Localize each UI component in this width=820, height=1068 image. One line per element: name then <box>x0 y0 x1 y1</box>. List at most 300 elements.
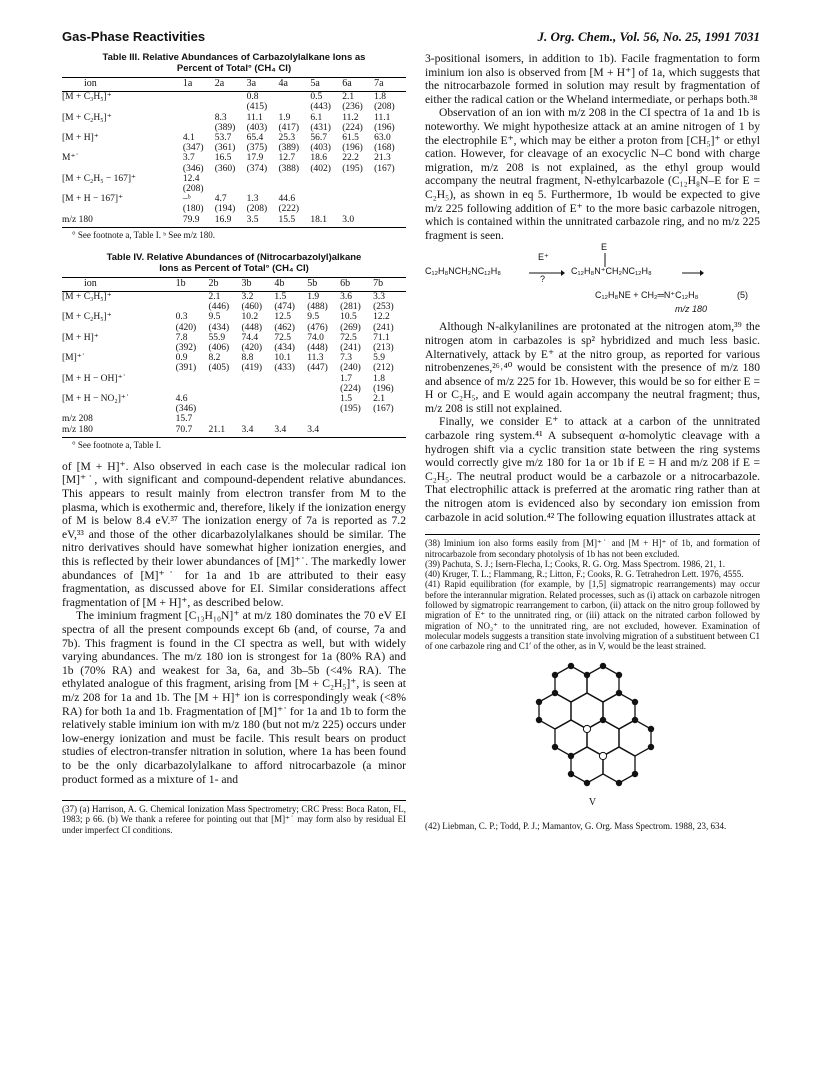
table-cell: (488) <box>307 302 328 313</box>
table-cell: 3.6 <box>340 292 353 303</box>
table-cell: 8.2 <box>208 353 221 364</box>
table-cell: 70.7 <box>176 425 209 438</box>
table-row <box>62 374 406 384</box>
table-row <box>62 323 406 333</box>
table-row <box>62 143 406 153</box>
table-cell: 4.1 <box>182 133 195 144</box>
row-label <box>62 363 176 373</box>
table-row <box>62 174 406 184</box>
table-cell <box>209 374 242 384</box>
table-row <box>62 194 406 204</box>
table-cell: 56.7 <box>310 133 327 144</box>
table-cell: (420) <box>241 343 263 354</box>
table-cell <box>183 113 215 123</box>
table-cell <box>274 404 307 414</box>
table-cell <box>247 174 279 184</box>
table-cell <box>176 302 209 312</box>
table-row <box>62 363 406 373</box>
table-row <box>62 333 406 343</box>
row-label <box>62 143 183 153</box>
table-cell: (417) <box>278 122 300 133</box>
eq-arrow-icon <box>682 269 704 277</box>
table-cell: 0.3 <box>175 312 188 323</box>
table-iv-col-header: 3b <box>241 277 274 291</box>
footnote-42: (42) Liebman, C. P.; Todd, P. J.; Mamantov, G. Org. Mass Spectrom. 1988, 23, 634. <box>425 821 727 832</box>
table-row <box>62 312 406 322</box>
table-cell: 65.4 <box>246 133 264 144</box>
table-iv-col-header: 5b <box>307 277 340 291</box>
table-row <box>62 394 406 404</box>
table-cell: 74.4 <box>241 332 259 343</box>
table-cell <box>215 102 247 112</box>
table-cell: (195) <box>340 404 361 415</box>
table-cell <box>373 414 406 424</box>
eq-products: C₁₂H₈NE + CH₂═N⁺C₁₂H₈ <box>595 290 699 301</box>
table-cell: 7.8 <box>175 332 188 343</box>
table-cell: (196) <box>342 143 363 154</box>
table-row <box>62 102 406 112</box>
table-cell: 4.6 <box>175 394 188 405</box>
eq-arrow-top: E⁺ <box>538 252 549 263</box>
table-cell: 3.7 <box>182 153 195 164</box>
equation-5 <box>425 242 760 320</box>
body-paragraph: Finally, we consider E⁺ to attack at a carbon of the unnitrated carbazole ring system.⁴¹ A subsequent α-homolytic cleavage with a hydrogen shift via a cyclic transition state between the ring systems would correctly give m/z 180 for 1a or 1b if E = H and m/z 208 if E = C₂H₅. The neutral product would be a carbazole or a nitrocarbazole. That electrophilic attack is preferred at the aromatic ring rather than at the nitrogen atom is evidenced also by secondary ion emission from carbazole in acid solution.⁴² The following equation illustrates attack at <box>425 415 760 524</box>
row-label: [M + H − OH]⁺˙ <box>62 373 126 384</box>
table-iv-col-header: ion <box>62 277 176 291</box>
eq-arrow-bottom: ? <box>540 274 546 285</box>
table-cell <box>209 384 242 394</box>
body-paragraph: of [M + H]⁺. Also observed in each case is the molecular radical ion [M]⁺˙, with significant and compound-dependent relative abundances. This appears to result mainly from electron transfer from M to the plasma, which is exothermic and, therefore, likely if the ionization energy of M is below 8.4 eV.³⁷ The ionization energy of 7a is reported as 7.2 eV,³³ and those of the other dicarbazolylalkanes should be similar. The nitro derivatives should have somewhat higher ionization energies, and this is reflected by their lower abundances of [M]⁺˙. The markedly lower abundances of [M]⁺˙ for 1a and 1b are attributed to their easy fragmentation, as discussed above for EI. Similar considerations affect fragmentation of [M + H]⁺, as described below. <box>62 459 406 609</box>
table-cell: (447) <box>307 363 328 374</box>
table-cell: (460) <box>241 302 263 313</box>
table-cell: 21.1 <box>209 425 242 438</box>
row-label <box>62 204 183 214</box>
table-cell: 15.5 <box>278 215 310 228</box>
table-row <box>62 184 406 194</box>
table-cell: 71.1 <box>373 332 390 343</box>
table-cell: (446) <box>208 302 230 313</box>
table-cell <box>310 174 342 184</box>
table-cell <box>278 184 310 194</box>
table-iv-col-header: 2b <box>209 277 242 291</box>
table-cell: 3.4 <box>241 425 274 438</box>
table-iii-title: Table III. Relative Abundances of Carbazolylalkane Ions as Percent of Total° (CH₄ CI) <box>102 52 366 74</box>
table-cell: (212) <box>373 363 394 374</box>
table-cell: –ᵇ <box>182 194 191 205</box>
table-cell: (374) <box>246 163 268 174</box>
table-iv-title: Table IV. Relative Abundances of (Nitrocarbazolyl)alkane Ions as Percent of Total° (CH₄ CI) <box>106 251 362 274</box>
table-cell: 2.1 <box>342 92 355 103</box>
eq-arrow-icon <box>529 269 565 277</box>
table-cell: 10.2 <box>241 312 259 323</box>
table-row <box>62 292 406 303</box>
table-cell: 8.3 <box>214 112 227 123</box>
body-paragraph: Observation of an ion with m/z 208 in the CI spectra of 1a and 1b is noteworthy. We might hypothesize attack at an amine nitrogen of 1 by the electrophile E⁺, which may be either a proton from [CH₅]⁺ or ethyl cation. However, for cleavage of an exocyclic N–C bond with charge migration, m/z 208 is not explained, as the ethyl group would accompany the neutral fragment, N-ethylcarbazole (C₁₂H₈N–E for E = C₂H₅), as shown in eq 5. Furthermore, 1b would be expected to give m/z 225 following addition of E⁺ to the more basic carbazole nitrogen, which is contained within the unnitrated carbazole ring, and no m/z 225 fragment is seen. <box>425 106 760 242</box>
table-row <box>62 215 406 228</box>
table-cell: (420) <box>175 322 197 333</box>
table-cell <box>278 102 310 112</box>
table-cell: (389) <box>214 122 236 133</box>
table-cell <box>274 384 307 394</box>
table-cell: 17.9 <box>246 153 264 164</box>
eq-e-label: E <box>601 242 608 253</box>
row-label <box>62 123 183 133</box>
table-cell: (431) <box>310 122 331 133</box>
row-label: [M + C₂H₅]⁺ <box>62 112 112 123</box>
table-cell <box>342 174 374 184</box>
table-cell: (167) <box>374 163 395 174</box>
row-label: [M + C₃H₅]⁺ <box>62 292 112 303</box>
table-cell: (419) <box>241 363 263 374</box>
table-row <box>62 404 406 414</box>
table-cell <box>310 194 342 204</box>
table-cell: 1.8 <box>373 373 385 384</box>
table-cell: 7.3 <box>340 353 353 364</box>
table-cell: (208) <box>374 102 395 113</box>
table-cell <box>183 92 215 103</box>
body-paragraph: The iminium fragment [C₁₃H₁₀N]⁺ at m/z 180 dominates the 70 eV EI spectra of all the present compounds except 6b (and, of course, 7a and 7b). This fragment is found in the CI spectra as well, but with widely varying abundances. The m/z 180 ion is strongest for 1a (80% RA) and 1b (70% RA) and weakest for 3a, 6a, and 3b–5b (<4% RA). The ethylated analogue of this fragment, arising from [M + C₂H₅]⁺, is seen at m/z 208 for 1a and 1b. The [M + H]⁺ ion is correspondingly weak (<8% RA) for both 1a and 1b. Fragmentation of [M]⁺˙ for 1a and 1b to form the relatively stable iminium ion with m/z 180 (but not m/z 225) occurs under low-energy ionization and must be facile. This result bears on product studies of electron-transfer nitration in solution, where 1a has been found to be the only dicarbazolylalkane to afford nitrocarbazole (a minor product formed as a mixture of 1- and <box>62 609 406 786</box>
table-cell: 25.3 <box>278 133 296 144</box>
table-cell <box>241 404 274 414</box>
table-cell: 21.3 <box>374 153 391 164</box>
table-cell: (196) <box>374 122 395 133</box>
table-cell: (253) <box>373 302 394 313</box>
row-label: [M + H]⁺ <box>62 133 99 144</box>
table-cell: 63.0 <box>374 133 391 144</box>
table-cell: 10.1 <box>274 353 291 364</box>
row-label <box>62 164 183 174</box>
footnote-37: (37) (a) Harrison, A. G. Chemical Ionization Mass Spectrometry; CRC Press: Boca Raton, FL, 1983; p 66. (b) We thank a referee for pointing out that [M]⁺˙ may form also by residual EI under imperfect CI conditions. <box>62 804 406 835</box>
table-cell: 5.9 <box>373 353 385 364</box>
footnote-divider <box>62 800 406 801</box>
table-cell: (208) <box>182 184 204 195</box>
row-label: m/z 180 <box>62 425 176 438</box>
table-cell: (388) <box>278 163 300 174</box>
table-cell <box>374 215 406 228</box>
table-cell <box>374 174 406 184</box>
table-cell: 4.7 <box>214 194 227 205</box>
table-cell: (434) <box>274 343 295 354</box>
table-cell: (405) <box>208 363 230 374</box>
table-iii-col-header: 7a <box>374 78 406 92</box>
table-cell <box>274 414 307 424</box>
table-cell: (208) <box>246 204 268 215</box>
table-cell: (402) <box>310 163 331 174</box>
table-iv-grid <box>62 277 406 438</box>
row-label <box>62 343 176 353</box>
table-cell <box>373 425 406 438</box>
eq-number: (5) <box>737 290 748 301</box>
table-cell: 11.1 <box>246 112 263 123</box>
table-cell <box>215 184 247 194</box>
table-cell <box>342 184 374 194</box>
table-cell <box>374 204 406 214</box>
table-cell <box>374 194 406 204</box>
table-cell: 53.7 <box>214 133 232 144</box>
table-iii-grid <box>62 77 406 228</box>
table-cell: 1.3 <box>246 194 259 205</box>
table-cell: (222) <box>278 204 300 215</box>
body-paragraph: 3-positional isomers, in addition to 1b). Facile fragmentation to form iminium ion also is observed from [M + H⁺] of 1a, which suggests that the nitrocarbazole formed in solution may result by fragmentation of either the radical cation or the Wheland intermediate, or perhaps both.³⁸ <box>425 52 760 106</box>
table-cell: (389) <box>278 143 300 154</box>
molecular-model-icon <box>425 657 760 797</box>
right-column <box>425 52 760 832</box>
table-cell: 9.5 <box>208 312 221 323</box>
table-row <box>62 384 406 394</box>
table-cell: (433) <box>274 363 295 374</box>
table-cell: (241) <box>340 343 361 354</box>
table-cell: 11.3 <box>307 353 324 364</box>
table-cell <box>241 384 274 394</box>
table-cell <box>209 404 242 414</box>
table-cell: (240) <box>340 363 361 374</box>
table-iv <box>62 252 406 450</box>
row-label <box>62 323 176 333</box>
table-cell <box>340 425 373 438</box>
table-cell: (236) <box>342 102 363 113</box>
row-label: [M + C₂H₅]⁺ <box>62 312 112 323</box>
table-cell: (195) <box>342 163 363 174</box>
table-cell <box>209 414 242 424</box>
table-iv-col-header: 6b <box>340 277 373 291</box>
table-row <box>62 164 406 174</box>
table-cell: 22.2 <box>342 153 359 164</box>
table-iii <box>62 52 406 240</box>
running-header-right: J. Org. Chem., Vol. 56, No. 25, 1991 7031 <box>537 29 760 44</box>
table-cell <box>215 174 247 184</box>
table-cell <box>307 404 340 414</box>
eq-mz: m/z 180 <box>675 304 708 315</box>
table-cell <box>176 374 209 384</box>
table-cell <box>274 374 307 384</box>
table-row <box>62 204 406 214</box>
table-cell: (406) <box>208 343 230 354</box>
table-cell <box>342 204 374 214</box>
row-label: m/z 208 <box>62 414 93 425</box>
table-cell: (269) <box>340 322 361 333</box>
structure-label: V <box>588 797 597 809</box>
table-row <box>62 343 406 353</box>
table-cell: (180) <box>182 204 204 215</box>
table-cell: (403) <box>246 122 268 133</box>
table-cell <box>307 394 340 404</box>
table-cell: (476) <box>307 322 328 333</box>
table-cell <box>340 414 373 424</box>
table-cell: (375) <box>246 143 268 154</box>
running-header-left: Gas-Phase Reactivities <box>62 29 206 44</box>
table-row <box>62 133 406 143</box>
table-cell: (196) <box>373 383 394 394</box>
table-cell: 3.4 <box>274 425 307 438</box>
table-cell: 18.6 <box>310 153 327 164</box>
row-label: [M + C₂H₅ − 167]⁺ <box>62 173 137 184</box>
table-cell: (346) <box>175 404 197 415</box>
table-row <box>62 302 406 312</box>
table-cell: 18.1 <box>310 215 342 228</box>
table-cell: 0.9 <box>175 353 188 364</box>
table-cell <box>307 384 340 394</box>
table-cell: (360) <box>214 163 236 174</box>
table-cell: 15.7 <box>175 414 193 425</box>
table-row <box>62 425 406 438</box>
body-paragraph: Although N-alkylanilines are protonated at the nitrogen atom,³⁹ the nitrogen atom in carbazoles is sp² hybridized and much less basic. Alternatively, attack by E⁺ at the nitro group, as reported for various nitrobenzenes,²⁶˒⁴⁰ would be consistent with the presence of m/z 180 and absence of m/z 225 for 1b. However, this would be so for either E = H or C₂H₅, and E would again accompany the neutral fragment; thus, m/z 208 is still not explained. <box>425 320 760 415</box>
table-cell: 16.5 <box>214 153 232 164</box>
table-cell <box>247 184 279 194</box>
table-cell: 12.7 <box>278 153 296 164</box>
table-cell: (241) <box>373 322 394 333</box>
table-cell: (403) <box>310 143 331 154</box>
table-iii-col-header: ion <box>62 78 183 92</box>
table-cell: 74.0 <box>307 332 324 343</box>
footnote-41: (41) Rapid equilibration (for example, by [1,5] sigmatropic rearrangements) may occur before the interannular migration. Related processes, such as (i) attack on carbazole nitrogen followed by sigmatropic rearrangement to carbon, (ii) attack on the nitro group followed by migration of E⁺ to the unnitrated ring, or (iii) attack on the nitrated carbon followed by migration of NO₂⁺ to the unnitrated ring, are not excluded, however. Examination of molecular models suggests a transition state involving migration of a substituent between C1 of one carbazole ring and C1′ of the other, as in V, would be the least strained. <box>425 579 760 652</box>
table-cell <box>310 184 342 194</box>
table-cell: 2.1 <box>373 394 385 405</box>
table-cell: 6.1 <box>310 112 323 123</box>
table-cell: (443) <box>310 102 331 113</box>
table-cell: (224) <box>342 122 363 133</box>
table-cell: 1.5 <box>340 394 353 405</box>
row-label <box>62 404 176 414</box>
table-cell: 12.5 <box>274 312 291 323</box>
table-cell <box>307 414 340 424</box>
row-label: [M + H − 167]⁺ <box>62 194 124 205</box>
table-cell: 1.8 <box>374 92 386 103</box>
table-iv-footnote: ° See footnote a, Table I. <box>72 439 162 450</box>
table-cell: 12.4 <box>182 173 200 184</box>
row-label: M⁺˙ <box>62 153 79 164</box>
table-cell <box>176 384 209 394</box>
row-label: [M]⁺˙ <box>62 353 85 364</box>
table-iii-col-header: 2a <box>215 78 247 92</box>
table-cell: 0.8 <box>246 92 259 103</box>
table-cell <box>241 394 274 404</box>
footnote-38: (38) Iminium ion also forms easily from [M]⁺˙ and [M + H]⁺ of 1b, and formation of nitrocarbazole from secondary photolysis of 1b has not been excluded. <box>425 538 760 559</box>
table-row <box>62 153 406 163</box>
table-cell: (448) <box>307 343 328 354</box>
table-cell: (434) <box>208 322 230 333</box>
table-cell: (462) <box>274 322 295 333</box>
table-cell: (213) <box>373 343 394 354</box>
table-cell: 11.1 <box>374 112 391 123</box>
table-cell <box>278 174 310 184</box>
table-iii-col-header: 3a <box>247 78 279 92</box>
table-cell <box>278 92 310 103</box>
row-label: [M + C₃H₅]⁺ <box>62 92 112 103</box>
table-row <box>62 92 406 103</box>
table-cell: 3.0 <box>342 215 374 228</box>
footnote-40: (40) Kruger, T. L.; Flammang, R.; Litton, F.; Cooks, R. G. Tetrahedron Lett. 1976, 4555. <box>425 569 744 580</box>
table-cell: 3.3 <box>373 292 385 303</box>
table-iv-col-header: 4b <box>274 277 307 291</box>
table-cell: 55.9 <box>208 332 226 343</box>
table-cell: (448) <box>241 322 263 333</box>
row-label <box>62 102 183 112</box>
table-iii-footnote: ° See footnote a, Table I. ᵇ See m/z 180. <box>72 229 216 240</box>
table-cell: 8.8 <box>241 353 254 364</box>
table-cell: (194) <box>214 204 236 215</box>
table-cell: 72.5 <box>274 332 291 343</box>
table-cell: 1.9 <box>278 112 291 123</box>
table-cell <box>342 194 374 204</box>
table-cell: 72.5 <box>340 332 357 343</box>
table-cell: (168) <box>374 143 395 154</box>
table-row <box>62 353 406 363</box>
row-label: [M + H − NO₂]⁺˙ <box>62 394 130 405</box>
table-cell: 0.5 <box>310 92 323 103</box>
table-iii-col-header: 4a <box>278 78 310 92</box>
row-label <box>62 384 176 394</box>
table-iii-col-header: 1a <box>183 78 215 92</box>
row-label <box>62 184 183 194</box>
table-cell: 11.2 <box>342 112 359 123</box>
table-cell <box>307 374 340 384</box>
table-cell: 79.9 <box>183 215 215 228</box>
table-row <box>62 123 406 133</box>
table-cell <box>241 374 274 384</box>
table-cell <box>274 394 307 404</box>
table-cell: (347) <box>182 143 204 154</box>
table-cell: (391) <box>175 363 197 374</box>
table-cell: 3.4 <box>307 425 340 438</box>
table-cell: 16.9 <box>215 215 247 228</box>
table-cell: 1.9 <box>307 292 320 303</box>
table-iii-col-header: 5a <box>310 78 342 92</box>
table-iv-col-header: 1b <box>176 277 209 291</box>
eq-reactant: C₁₂H₈NCH₂NC₁₂H₈ <box>425 266 502 277</box>
table-cell: (224) <box>340 383 361 394</box>
table-cell <box>209 394 242 404</box>
table-cell <box>215 92 247 103</box>
footnote-divider <box>425 534 760 535</box>
table-cell: 3.5 <box>247 215 279 228</box>
table-cell: 9.5 <box>307 312 320 323</box>
table-iv-col-header: 7b <box>373 277 406 291</box>
table-cell: 3.2 <box>241 292 254 303</box>
table-cell <box>176 292 209 303</box>
eq-bond-icon <box>603 253 607 267</box>
table-cell: 61.5 <box>342 133 359 144</box>
table-row <box>62 414 406 424</box>
table-cell <box>183 123 215 133</box>
table-cell: 44.6 <box>278 194 296 205</box>
table-cell <box>310 204 342 214</box>
footnote-39: (39) Pachuta, S. J.; Isern-Flecha, I.; Cooks, R. G. Org. Mass Spectrom. 1986, 21, 1. <box>425 558 726 569</box>
table-cell: (167) <box>373 404 394 415</box>
table-cell: (361) <box>214 143 236 154</box>
eq-intermediate: C₁₂H₈N⁺CH₂NC₁₂H₈ <box>571 266 652 277</box>
table-cell: 1.7 <box>340 373 353 384</box>
table-cell: (392) <box>175 343 197 354</box>
table-cell <box>374 184 406 194</box>
table-cell: 12.2 <box>373 312 390 323</box>
table-cell: (474) <box>274 302 295 313</box>
table-row <box>62 113 406 123</box>
left-column <box>62 52 406 835</box>
row-label: m/z 180 <box>62 215 183 228</box>
row-label <box>62 302 176 312</box>
table-cell: (415) <box>246 102 268 113</box>
table-cell: (281) <box>340 302 361 313</box>
table-cell: 1.5 <box>274 292 287 303</box>
table-cell: 10.5 <box>340 312 357 323</box>
table-cell <box>241 414 274 424</box>
table-iii-col-header: 6a <box>342 78 374 92</box>
table-cell: 2.1 <box>208 292 221 303</box>
structure-v <box>425 657 760 807</box>
row-label: [M + H]⁺ <box>62 332 99 343</box>
table-cell <box>183 102 215 112</box>
table-cell: (346) <box>182 163 204 174</box>
